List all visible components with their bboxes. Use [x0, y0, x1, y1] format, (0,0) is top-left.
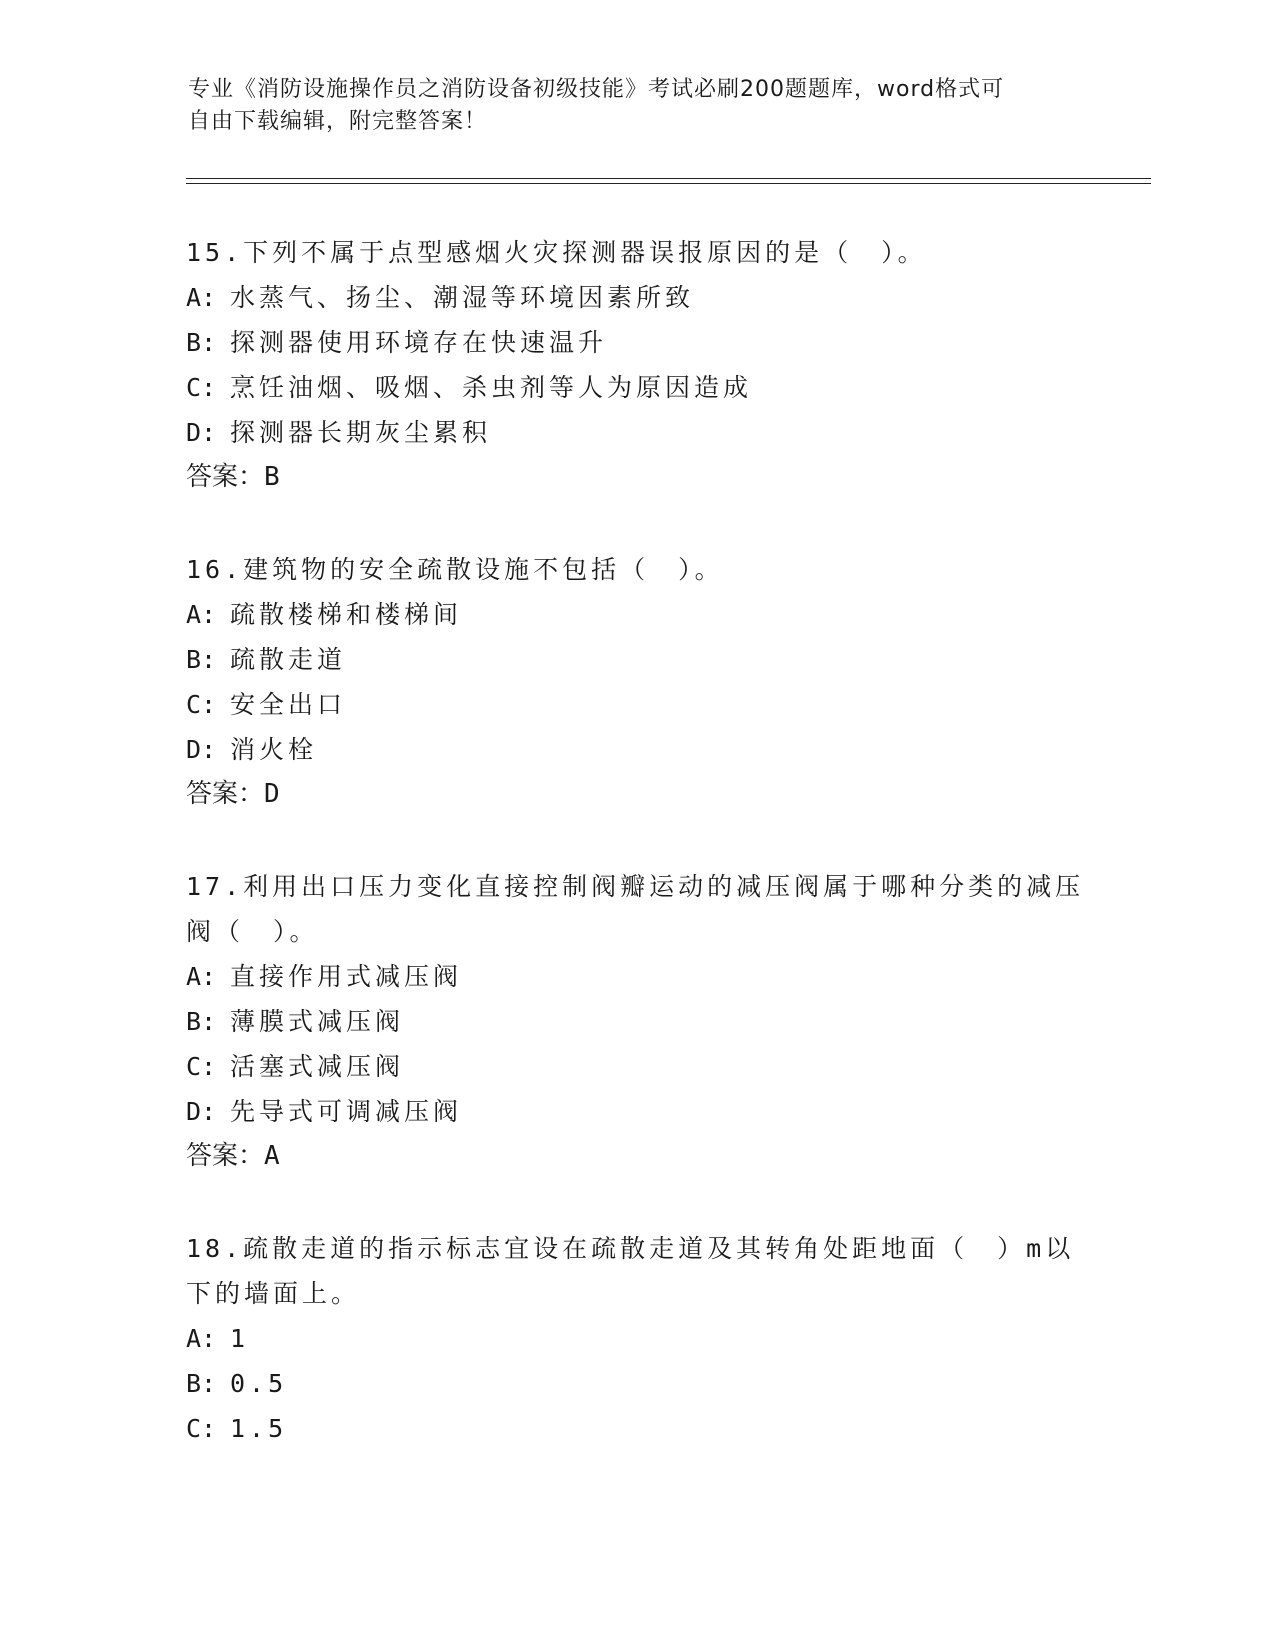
- answer-value: D: [264, 779, 280, 809]
- answer-value: A: [264, 1141, 280, 1171]
- answer: [186, 772, 1086, 817]
- option-text: 水蒸气、扬尘、潮湿等环境因素所致: [230, 283, 695, 312]
- option-letter: B:: [186, 645, 217, 674]
- question-16: [186, 547, 1086, 817]
- option-letter: A:: [186, 283, 217, 312]
- option-a: [186, 1316, 1086, 1361]
- answer-label: 答案：: [186, 779, 265, 809]
- option-a: [186, 592, 1086, 637]
- document-header: [188, 74, 1068, 138]
- option-text: 疏散楼梯和楼梯间: [230, 600, 463, 629]
- answer: [186, 1134, 1086, 1179]
- question-17: [186, 864, 1086, 1179]
- option-c: [186, 1044, 1086, 1089]
- option-letter: A:: [186, 962, 217, 991]
- header-divider-top: [186, 178, 1151, 179]
- option-a: [186, 954, 1086, 999]
- option-letter: C:: [186, 1052, 217, 1081]
- option-letter: C:: [186, 373, 217, 402]
- option-letter: C:: [186, 1414, 217, 1443]
- option-text: 活塞式减压阀: [230, 1052, 405, 1081]
- option-text: 消火栓: [230, 735, 318, 764]
- option-c: [186, 682, 1086, 727]
- question-stem: 15.下列不属于点型感烟火灾探测器误报原因的是（ ）。: [186, 238, 927, 267]
- question-stem-line-1: 17.利用出口压力变化直接控制阀瓣运动的减压阀属于哪种分类的减压: [186, 872, 1085, 901]
- answer: [186, 455, 1086, 500]
- option-text: 0.5: [230, 1369, 288, 1398]
- option-text: 疏散走道: [230, 645, 347, 674]
- option-b: [186, 999, 1086, 1044]
- question-stem-line-1: 18.疏散走道的指示标志宜设在疏散走道及其转角处距地面（ ）m以: [186, 1234, 1075, 1263]
- option-d: [186, 410, 1086, 455]
- question-stem-line-2: 下的墙面上。: [186, 1279, 361, 1308]
- option-letter: D:: [186, 735, 217, 764]
- option-letter: D:: [186, 418, 217, 447]
- option-text: 1: [230, 1324, 250, 1353]
- question-15: [186, 230, 1086, 500]
- answer-label: 答案：: [186, 1141, 265, 1171]
- question-18: [186, 1226, 1086, 1451]
- option-letter: B:: [186, 328, 217, 357]
- header-line-2: 自由下载编辑，附完整答案！: [188, 109, 488, 134]
- option-letter: B:: [186, 1369, 217, 1398]
- question-stem: 16.建筑物的安全疏散设施不包括（ ）。: [186, 555, 724, 584]
- option-c: [186, 365, 1086, 410]
- header-line-1: 专业《消防设施操作员之消防设备初级技能》考试必刷200题题库，word格式可: [188, 77, 1005, 102]
- option-text: 1.5: [230, 1414, 288, 1443]
- option-text: 直接作用式减压阀: [230, 962, 463, 991]
- option-text: 薄膜式减压阀: [230, 1007, 405, 1036]
- option-d: [186, 1089, 1086, 1134]
- option-letter: C:: [186, 690, 217, 719]
- option-text: 探测器长期灰尘累积: [230, 418, 492, 447]
- option-text: 安全出口: [230, 690, 347, 719]
- option-letter: A:: [186, 1324, 217, 1353]
- answer-label: 答案：: [186, 462, 265, 492]
- option-text: 烹饪油烟、吸烟、杀虫剂等人为原因造成: [230, 373, 753, 402]
- option-letter: D:: [186, 1097, 217, 1126]
- option-b: [186, 320, 1086, 365]
- option-d: [186, 727, 1086, 772]
- option-letter: A:: [186, 600, 217, 629]
- option-b: [186, 1361, 1086, 1406]
- question-stem-line-2: 阀（ ）。: [186, 917, 319, 946]
- option-c: [186, 1406, 1086, 1451]
- header-divider-bottom: [186, 183, 1151, 184]
- option-text: 探测器使用环境存在快速温升: [230, 328, 608, 357]
- answer-value: B: [264, 462, 280, 492]
- option-b: [186, 637, 1086, 682]
- option-text: 先导式可调减压阀: [230, 1097, 463, 1126]
- option-a: [186, 275, 1086, 320]
- option-letter: B:: [186, 1007, 217, 1036]
